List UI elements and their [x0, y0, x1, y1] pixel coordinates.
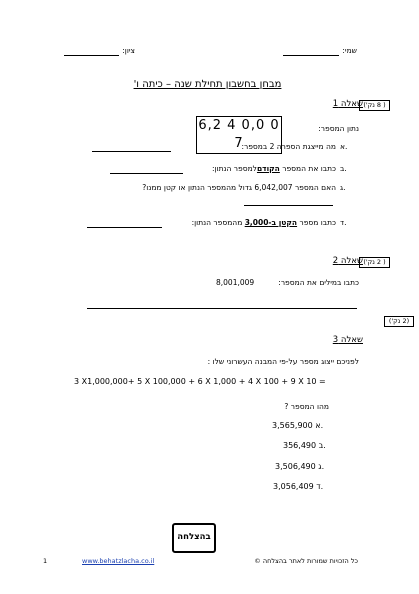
page-number: 1: [43, 557, 48, 565]
q2-number: 8,001,009: [216, 278, 255, 287]
q1-a-answer-line[interactable]: [92, 151, 171, 152]
site-logo: [172, 523, 216, 553]
q2-title: שאלה 2: [332, 256, 363, 266]
q2-answer-line[interactable]: [87, 308, 357, 309]
q1-d-answer-line[interactable]: [87, 227, 162, 228]
q1-d-letter: ד.: [340, 218, 347, 227]
q3-question: מהו המספר ?: [284, 402, 329, 411]
q3-option-c[interactable]: 3,506,490 ג.: [275, 462, 325, 471]
page-title: מבחן בחשבון תחילת שנה – כיתה ו': [133, 79, 282, 90]
q1-c-answer-line[interactable]: [244, 205, 333, 206]
q3-intro: לפניכם ייצוג מספר על-פי המבנה העשרוני שלו :: [207, 357, 359, 366]
q3-expression: 3 X1,000,000+ 5 X 100,000 + 6 X 1,000 + 4 X 100 + 9 X 10 =: [74, 377, 326, 386]
q1-b-letter: ב.: [340, 164, 347, 173]
q1-c-letter: ג.: [340, 183, 346, 192]
q1-b-text: כתבו את המספר הקודםלמספר הנתון:: [211, 164, 336, 173]
q1-given-label: נתון המספר:: [318, 124, 359, 133]
q1-points: ( 8 נק'): [359, 100, 390, 111]
q3-option-d[interactable]: 3,056,409 ד.: [273, 482, 324, 491]
q1-a-letter: א.: [340, 142, 348, 151]
q3-points: (2 נק'): [384, 316, 414, 327]
q1-a-text: מה מייצגת הספרה 2 במספר:: [241, 142, 336, 151]
q3-option-b[interactable]: 356,490 ב.: [283, 441, 326, 450]
grade-field[interactable]: [64, 55, 119, 56]
copyright-text: כל הזכויות שמורות לאתר בהצלחה ©: [254, 557, 358, 565]
q3-title: שאלה 3: [332, 335, 363, 345]
q1-d-text: כתבו מספר הקטן ב-3,000 מהמספר הנתון:: [191, 218, 336, 227]
name-label: שמי:: [342, 46, 357, 55]
q3-option-a[interactable]: 3,565,900 א.: [272, 421, 324, 430]
q1-c-text: האם המספר 6,042,007 גדול מהמספר הנתון או קטן ממנו?: [142, 183, 336, 192]
q1-title: שאלה 1: [332, 99, 363, 109]
q1-number-box: 6,2 4 0,0 0 7: [196, 116, 282, 154]
name-field[interactable]: [283, 55, 339, 56]
q1-b-answer-line[interactable]: [110, 173, 183, 174]
site-link[interactable]: www.behatzlacha.co.il: [82, 557, 155, 565]
site-logo-text: בהצלחה: [177, 532, 211, 542]
q2-points: ( 2 נק'): [359, 257, 390, 268]
grade-label: ציון:: [122, 46, 135, 55]
q2-text: כתבו במילים את המספר:: [278, 278, 359, 287]
